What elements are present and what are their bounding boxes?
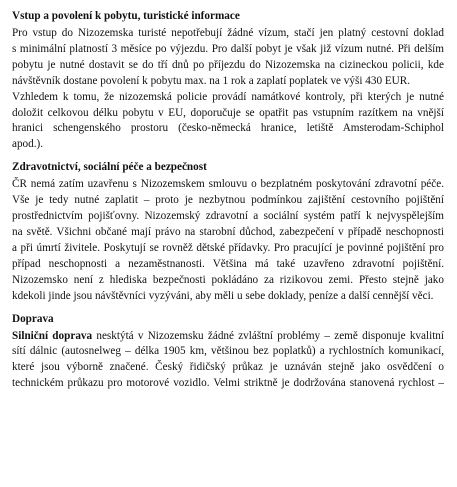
paragraph-line: případ neschopnosti a nezaměstnanosti. Většina má také uzavřeno zdravotní pojištění. bbox=[12, 257, 444, 270]
paragraph-line: s minimální platností 3 měsíce po výjezdu. Pro další pobyt je však již vízum nutné. Při delším bbox=[12, 42, 444, 55]
paragraph-text: nesktýtá v Nizozemsku žádné zvláštní problémy – země disponuje kvalitní bbox=[92, 329, 444, 342]
paragraph-line: doložit celkovou délku pobytu v EU, doporučuje se opatřit pas vstupním razítkem na vnější bbox=[12, 106, 444, 119]
section-transport bbox=[12, 312, 444, 393]
paragraph-line: sítí dálnic (autosnelweg – délka 1905 km, většinou bez poplatků) a rychlostních komunikací, bbox=[12, 345, 444, 358]
paragraph-line: pobytu je nutné dostavit se do tří dnů po příjezdu do Nizozemska na cizineckou policii, kde bbox=[12, 58, 444, 71]
paragraph-line: které jsou výborně značené. Český řidičský průkaz je uznáván stejně jako osvědčení o bbox=[12, 361, 444, 374]
paragraph-line: návštěvník dostane povolení k pobytu max. na 1 rok a zaplatí poplatek ve výši 430 EUR. bbox=[12, 74, 411, 87]
document-page bbox=[12, 9, 444, 400]
section-heading: Zdravotnictví, sociální péče a bezpečnost bbox=[12, 161, 207, 174]
paragraph-line: kdekoli jinde jsou návštěvníci vyzýváni, aby měli u sebe doklady, peníze a další cennější věci. bbox=[12, 289, 434, 302]
paragraph-line: technickém průkazu pro motorové vozidlo. Velmi striktně je dodržována stanovená rychlost – bbox=[12, 377, 444, 390]
paragraph-line: Vše je tedy nutné zaplatit – proto je nezbytnou podmínkou zajištění cestovního pojištění bbox=[12, 194, 444, 207]
paragraph-line: prostřednictvím pojišťovny. Nizozemský zdravotní a sociální systém patří k nejvyspělejším bbox=[12, 210, 444, 223]
paragraph-line: na světě. Všichni občané mají právo na starobní důchod, zabezpečení v případě neschopnosti bbox=[12, 225, 444, 238]
paragraph-line bbox=[12, 329, 444, 345]
section-heading: Doprava bbox=[12, 312, 54, 325]
paragraph-line: ČR nemá zatím uzavřenu s Nizozemskem smlouvu o bezplatném poskytování zdravotní péče. bbox=[12, 178, 444, 191]
paragraph-line: hranici schengenského prostoru (česko-německá hranice, letiště Amsterodam-Schiphol bbox=[12, 122, 444, 135]
paragraph-line: apod.). bbox=[12, 138, 44, 151]
section-entry-permits bbox=[12, 9, 444, 153]
paragraph-line: Pro vstup do Nizozemska turisté nepotřebují žádné vízum, stačí jen platný cestovní doklad bbox=[12, 27, 444, 39]
road-transport-lead: Silniční doprava bbox=[12, 329, 93, 342]
paragraph-line: a při úmrtí živitele. Poskytují se rovněž dětské přídavky. Pro pracující je povinné pojištění pro bbox=[12, 241, 444, 254]
paragraph-line: Vzhledem k tomu, že nizozemská policie provádí namátkové kontroly, při kterých je nutné bbox=[12, 90, 444, 103]
paragraph-line: Nizozemsko není z hlediska bezpečnosti pokládáno za rizikovou zemi. Přesto stejně jako bbox=[12, 273, 444, 286]
section-health-social-security bbox=[12, 160, 444, 304]
section-heading: Vstup a povolení k pobytu, turistické informace bbox=[12, 10, 240, 22]
